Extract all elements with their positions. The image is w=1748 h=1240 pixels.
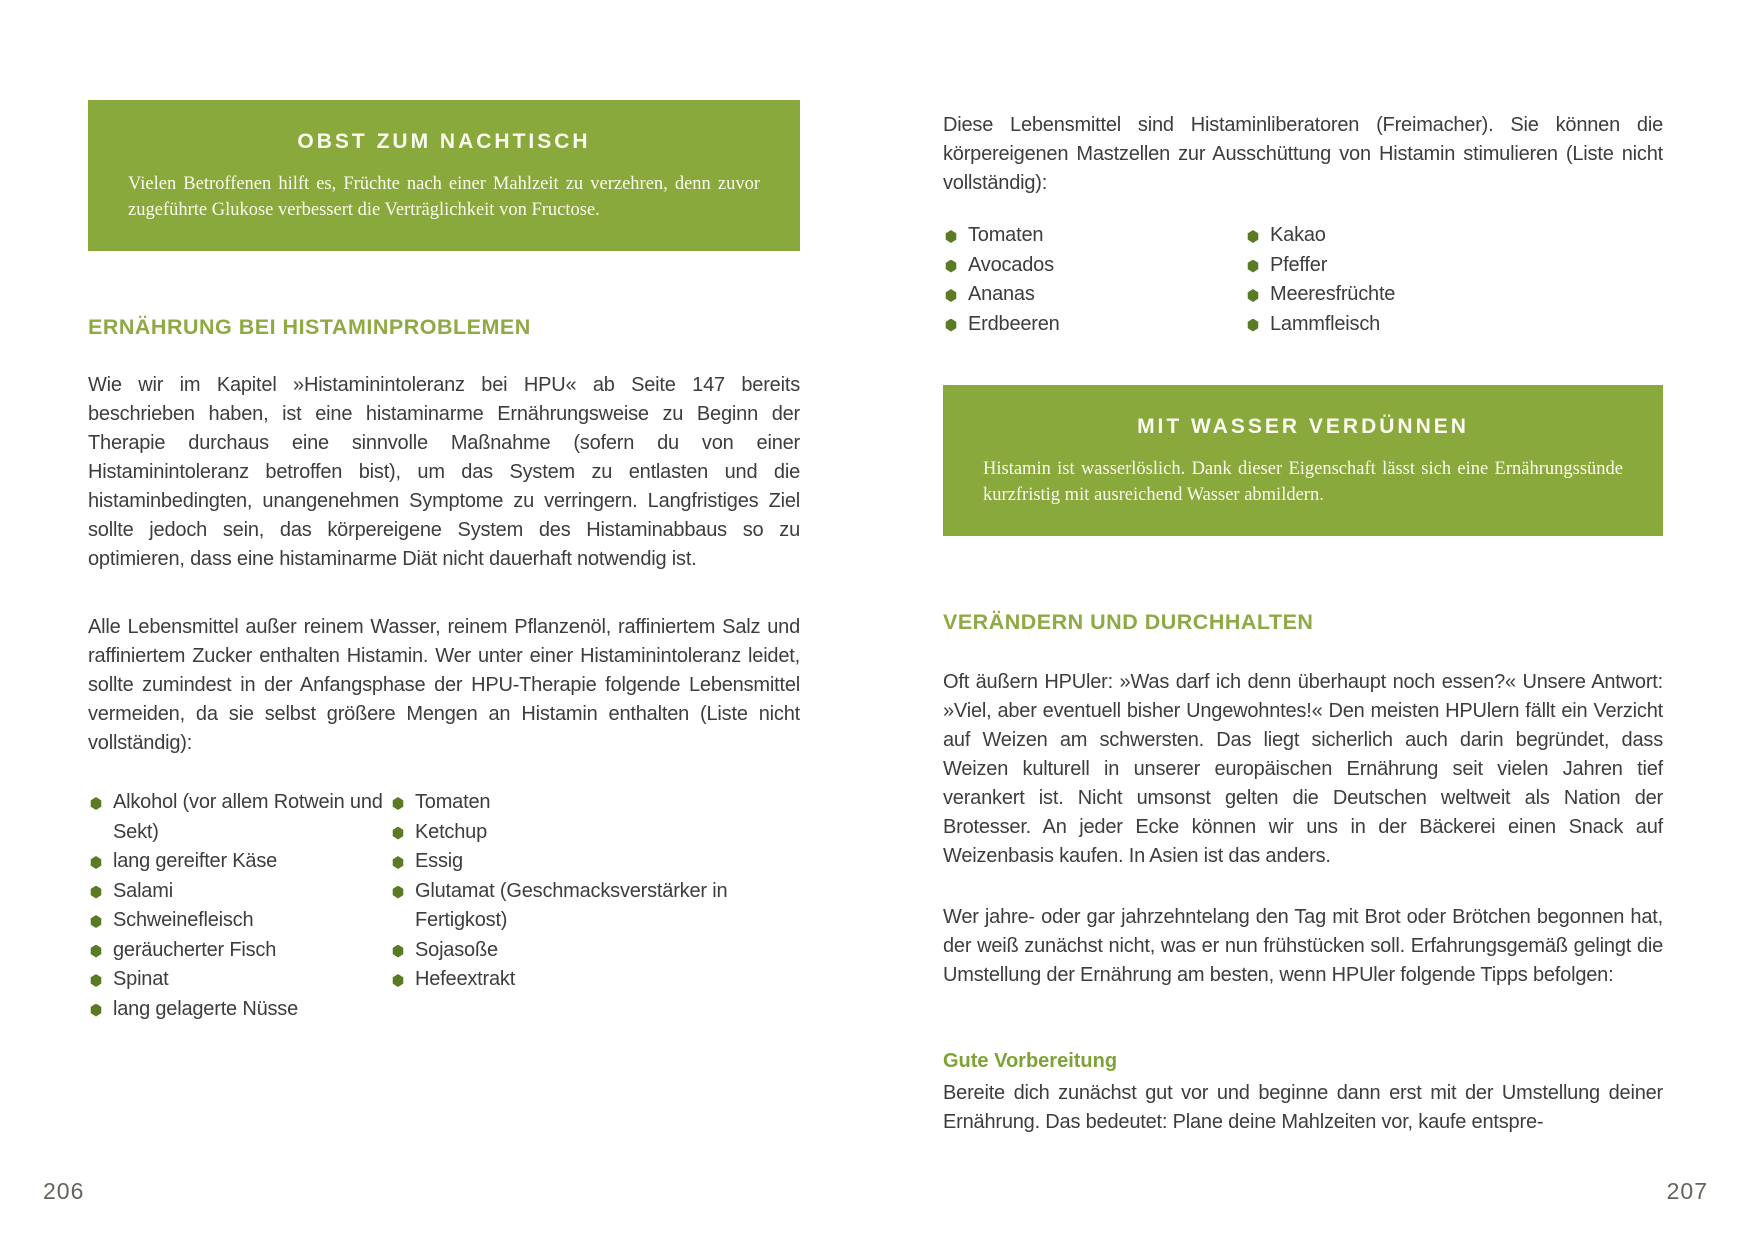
section-heading-histaminprobleme: ERNÄHRUNG BEI HISTAMINPROBLEMEN — [88, 315, 531, 339]
list-item — [88, 965, 390, 995]
hexagon-bullet-icon — [1247, 230, 1259, 243]
hexagon-bullet-icon — [392, 974, 404, 987]
list-item — [390, 788, 800, 818]
paragraph: Wer jahre- oder gar jahrzehntelang den Tag mit Brot oder Brötchen begonnen hat, der weiß zunächst nicht, was er nun frühstücken soll. Erfahrungsgemäß gelingt die Umstellung der Ernährung am besten, wenn HPUler folgende Tipps befolgen: — [943, 906, 1663, 986]
info-box-body: Histamin ist wasserlöslich. Dank dieser Eigenschaft lässt sich eine Ernährungssünde kurzfristig mit ausreichend Wasser abmildern. — [983, 459, 1623, 505]
page-number-right: 207 — [1666, 1178, 1708, 1204]
hexagon-bullet-icon — [90, 856, 102, 869]
list-item-label: Spinat — [113, 968, 169, 990]
list-item — [943, 310, 1245, 340]
paragraph: Wie wir im Kapitel »Histaminintoleranz bei HPU« ab Seite 147 bereits beschrieben haben, ist eine histaminarme Ernährungsweise zu Beginn der Therapie durchaus eine sinnvolle Maßnahme (sofern du von einer Histaminintoleranz betroffen bist), um das System zu entlasten und die histaminbedingten, unangenehmen Symptome zu verringern. Langfristiges Ziel sollte jedoch sein, das körpereigene System des Histaminabbaus so zu optimieren, dass eine histaminarme Diät nicht dauerhaft notwendig ist. — [88, 374, 800, 570]
list-item-label: Ananas — [968, 283, 1035, 305]
list-item-label: Avocados — [968, 253, 1054, 276]
hexagon-bullet-icon — [945, 260, 957, 273]
list-item — [88, 788, 390, 847]
paragraph: Diese Lebensmittel sind Histaminliberatoren (Freimacher). Sie können die körpereigenen Mastzellen zur Ausschüttung von Histamin stimulieren (Liste nicht vollständig): — [943, 114, 1663, 194]
list-item-label: Kakao — [1270, 224, 1326, 246]
list-item — [1245, 280, 1663, 310]
hexagon-bullet-icon — [1247, 289, 1259, 302]
list-item — [943, 251, 1245, 281]
hexagon-bullet-icon — [945, 289, 957, 302]
page-left — [43, 0, 800, 1240]
info-box-title: OBST ZUM NACHTISCH — [297, 130, 591, 153]
list-item — [943, 221, 1245, 251]
hexagon-bullet-icon — [90, 974, 102, 987]
list-item — [88, 936, 390, 966]
list-item-label: Erdbeeren — [968, 312, 1060, 335]
list-item — [88, 995, 390, 1025]
hexagon-bullet-icon — [90, 1004, 102, 1017]
info-box-body: Vielen Betroffenen hilft es, Früchte nach einer Mahlzeit zu verzehren, denn zuvor zugeführte Glukose verbessert die Verträglichkeit von Fructose. — [128, 174, 760, 220]
list-item — [88, 906, 390, 936]
hexagon-bullet-icon — [392, 945, 404, 958]
list-item — [88, 877, 390, 907]
list-item-label: Meeresfrüchte — [1270, 283, 1396, 305]
info-box-mit-wasser-verduennen — [943, 385, 1663, 536]
list-item — [390, 877, 800, 936]
list-item-label: Tomaten — [415, 791, 491, 813]
list-item-label: Essig — [415, 850, 463, 872]
list-item-label: Schweinefleisch — [113, 909, 254, 931]
list-item-label: lang gereifter Käse — [113, 850, 278, 872]
paragraph: Alle Lebensmittel außer reinem Wasser, reinem Pflanzenöl, raffiniertem Salz und raffiniertem Zucker enthalten Histamin. Wer unter einer Histaminintoleranz leidet, sollte zumindest in der Anfangsphase der HPU-Therapie folgende Lebensmittel vermeiden, da sie selbst größere Mengen an Histamin enthalten (Liste nicht vollständig): — [88, 616, 800, 754]
paragraph: Bereite dich zunächst gut vor und beginne dann erst mit der Umstellung deiner Ernährung. Das bedeutet: Plane deine Mahlzeiten vor, kaufe entspre- — [943, 1082, 1663, 1133]
list-item — [1245, 310, 1663, 340]
hexagon-bullet-icon — [1247, 260, 1259, 273]
list-item — [1245, 221, 1663, 251]
food-list-column — [943, 221, 1245, 339]
info-box-obst-zum-nachtisch — [88, 100, 800, 251]
list-item-label: Lammfleisch — [1270, 312, 1381, 335]
list-item — [943, 280, 1245, 310]
hexagon-bullet-icon — [90, 945, 102, 958]
list-item-label: geräucherter Fisch — [113, 938, 277, 961]
list-item-label: Salami — [113, 879, 173, 902]
hexagon-bullet-icon — [1247, 319, 1259, 332]
list-item-label: Tomaten — [968, 224, 1044, 246]
list-item — [390, 818, 800, 848]
list-item-label: lang gelagerte Nüsse — [113, 997, 299, 1020]
subheading-gute-vorbereitung: Gute Vorbereitung — [943, 1050, 1118, 1072]
hexagon-bullet-icon — [90, 797, 102, 810]
list-item — [390, 965, 800, 995]
page-right — [943, 0, 1708, 1240]
info-box-title: MIT WASSER VERDÜNNEN — [1137, 415, 1469, 438]
list-item-label: Pfeffer — [1270, 253, 1328, 276]
histamine-liberator-list — [943, 221, 1663, 339]
histamine-food-list — [88, 788, 800, 1024]
food-list-column — [1245, 221, 1663, 339]
food-list-column — [390, 788, 800, 1024]
hexagon-bullet-icon — [945, 319, 957, 332]
list-item-label: Alkohol (vor allem Rotwein und Sekt) — [113, 791, 383, 843]
list-item-label: Ketchup — [415, 820, 487, 843]
section-heading-veraendern-durchhalten: VERÄNDERN UND DURCHHALTEN — [943, 610, 1314, 634]
hexagon-bullet-icon — [945, 230, 957, 243]
list-item — [1245, 251, 1663, 281]
list-item — [88, 847, 390, 877]
paragraph: Oft äußern HPUler: »Was darf ich denn überhaupt noch essen?« Unsere Antwort: »Viel, aber eventuell bisher Ungewohntes!« Den meisten HPUlern fällt ein Verzicht auf Weizen am schwersten. Das liegt sicherlich auch darin begründet, dass Weizen kulturell in unserer europäischen Ernährung seit vielen Jahren tief verankert ist. Nicht umsonst gelten die Deutschen weltweit als Nation der Brotesser. An jeder Ecke können wir uns in der Bäckerei einen Snack auf Weizenbasis kaufen. In Asien ist das anders. — [943, 671, 1663, 867]
food-list-column — [88, 788, 390, 1024]
page-number-left: 206 — [43, 1178, 85, 1204]
hexagon-bullet-icon — [392, 856, 404, 869]
list-item-label: Glutamat (Geschmacksverstärker in Fertigkost) — [415, 879, 728, 931]
list-item — [390, 847, 800, 877]
hexagon-bullet-icon — [392, 827, 404, 840]
list-item-label: Hefeextrakt — [415, 968, 516, 990]
hexagon-bullet-icon — [392, 886, 404, 899]
hexagon-bullet-icon — [90, 915, 102, 928]
hexagon-bullet-icon — [90, 886, 102, 899]
hexagon-bullet-icon — [392, 797, 404, 810]
list-item-label: Sojasoße — [415, 938, 498, 961]
list-item — [390, 936, 800, 966]
